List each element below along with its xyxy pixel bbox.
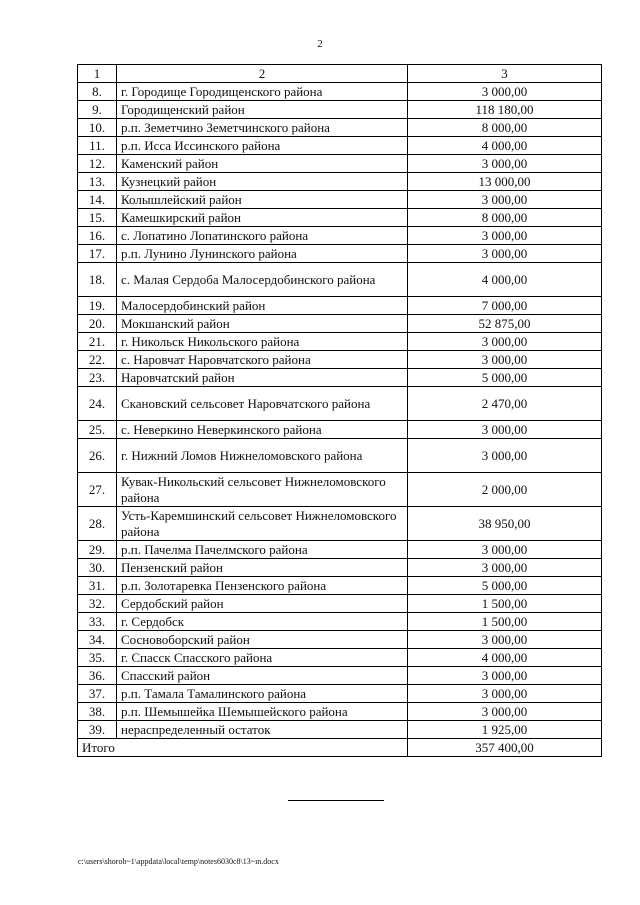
row-number: 15. bbox=[78, 209, 117, 227]
table-row bbox=[78, 137, 602, 155]
table-row bbox=[78, 227, 602, 245]
row-amount: 8 000,00 bbox=[408, 119, 602, 137]
header-cell-1: 1 bbox=[78, 65, 117, 83]
table-row bbox=[78, 703, 602, 721]
row-name: г. Городище Городищенского района bbox=[117, 83, 408, 101]
row-name: Наровчатский район bbox=[117, 369, 408, 387]
table-header-row bbox=[78, 65, 602, 83]
row-amount: 3 000,00 bbox=[408, 685, 602, 703]
row-name: Сердобский район bbox=[117, 595, 408, 613]
table-row bbox=[78, 595, 602, 613]
row-name: г. Никольск Никольского района bbox=[117, 333, 408, 351]
table-row bbox=[78, 155, 602, 173]
row-amount: 3 000,00 bbox=[408, 83, 602, 101]
table-row bbox=[78, 297, 602, 315]
row-amount: 8 000,00 bbox=[408, 209, 602, 227]
table-row bbox=[78, 101, 602, 119]
row-amount: 1 500,00 bbox=[408, 613, 602, 631]
row-name: нераспределенный остаток bbox=[117, 721, 408, 739]
row-number: 25. bbox=[78, 421, 117, 439]
table-body bbox=[78, 65, 602, 757]
row-number: 19. bbox=[78, 297, 117, 315]
row-name: Кузнецкий район bbox=[117, 173, 408, 191]
row-name: р.п. Лунино Лунинского района bbox=[117, 245, 408, 263]
row-number: 35. bbox=[78, 649, 117, 667]
row-name: Малосердобинский район bbox=[117, 297, 408, 315]
row-amount: 3 000,00 bbox=[408, 191, 602, 209]
row-name: Спасский район bbox=[117, 667, 408, 685]
row-name: Усть-Каремшинский сельсовет Нижнеломовского района bbox=[117, 507, 408, 541]
row-name: Скановский сельсовет Наровчатского района bbox=[117, 387, 408, 421]
row-name: г. Сердобск bbox=[117, 613, 408, 631]
row-amount: 38 950,00 bbox=[408, 507, 602, 541]
signature-rule bbox=[288, 800, 384, 801]
table-row bbox=[78, 83, 602, 101]
row-amount: 3 000,00 bbox=[408, 559, 602, 577]
row-amount: 4 000,00 bbox=[408, 263, 602, 297]
row-number: 39. bbox=[78, 721, 117, 739]
header-cell-2: 2 bbox=[117, 65, 408, 83]
row-name: Кувак-Никольский сельсовет Нижнеломовского района bbox=[117, 473, 408, 507]
table-row bbox=[78, 351, 602, 369]
table-row bbox=[78, 263, 602, 297]
row-name: Городищенский район bbox=[117, 101, 408, 119]
table-row bbox=[78, 507, 602, 541]
row-amount: 3 000,00 bbox=[408, 667, 602, 685]
row-name: Сосновоборский район bbox=[117, 631, 408, 649]
total-row bbox=[78, 739, 602, 757]
row-number: 10. bbox=[78, 119, 117, 137]
row-number: 30. bbox=[78, 559, 117, 577]
table-row bbox=[78, 421, 602, 439]
row-number: 9. bbox=[78, 101, 117, 119]
row-name: Мокшанский район bbox=[117, 315, 408, 333]
row-amount: 4 000,00 bbox=[408, 649, 602, 667]
row-amount: 3 000,00 bbox=[408, 227, 602, 245]
total-label: Итого bbox=[78, 739, 408, 757]
row-amount: 3 000,00 bbox=[408, 703, 602, 721]
total-amount: 357 400,00 bbox=[408, 739, 602, 757]
row-amount: 2 000,00 bbox=[408, 473, 602, 507]
row-name: Камешкирский район bbox=[117, 209, 408, 227]
row-name: Каменский район bbox=[117, 155, 408, 173]
table-row bbox=[78, 577, 602, 595]
row-number: 38. bbox=[78, 703, 117, 721]
row-amount: 13 000,00 bbox=[408, 173, 602, 191]
table-row bbox=[78, 209, 602, 227]
row-number: 11. bbox=[78, 137, 117, 155]
document-file-path: c:\users\shorob~1\appdata\local\temp\notes6030c8\13~ın.docx bbox=[78, 857, 279, 866]
row-amount: 1 500,00 bbox=[408, 595, 602, 613]
table-row bbox=[78, 559, 602, 577]
row-amount: 4 000,00 bbox=[408, 137, 602, 155]
row-number: 17. bbox=[78, 245, 117, 263]
row-amount: 5 000,00 bbox=[408, 369, 602, 387]
row-number: 12. bbox=[78, 155, 117, 173]
row-amount: 3 000,00 bbox=[408, 439, 602, 473]
row-name: с. Малая Сердоба Малосердобинского района bbox=[117, 263, 408, 297]
row-number: 32. bbox=[78, 595, 117, 613]
row-number: 13. bbox=[78, 173, 117, 191]
row-number: 29. bbox=[78, 541, 117, 559]
table-row bbox=[78, 649, 602, 667]
table-row bbox=[78, 721, 602, 739]
row-name: р.п. Пачелма Пачелмского района bbox=[117, 541, 408, 559]
row-number: 18. bbox=[78, 263, 117, 297]
row-amount: 5 000,00 bbox=[408, 577, 602, 595]
row-name: р.п. Исса Иссинского района bbox=[117, 137, 408, 155]
row-number: 28. bbox=[78, 507, 117, 541]
table-row bbox=[78, 119, 602, 137]
table-row bbox=[78, 333, 602, 351]
table-row bbox=[78, 387, 602, 421]
row-amount: 118 180,00 bbox=[408, 101, 602, 119]
row-number: 31. bbox=[78, 577, 117, 595]
row-number: 22. bbox=[78, 351, 117, 369]
row-number: 20. bbox=[78, 315, 117, 333]
table-row bbox=[78, 315, 602, 333]
table-row bbox=[78, 631, 602, 649]
row-number: 21. bbox=[78, 333, 117, 351]
row-amount: 3 000,00 bbox=[408, 631, 602, 649]
row-amount: 3 000,00 bbox=[408, 245, 602, 263]
row-amount: 2 470,00 bbox=[408, 387, 602, 421]
row-name: р.п. Шемышейка Шемышейского района bbox=[117, 703, 408, 721]
page-number: 2 bbox=[317, 38, 323, 50]
row-amount: 3 000,00 bbox=[408, 351, 602, 369]
table-row bbox=[78, 541, 602, 559]
table-row bbox=[78, 473, 602, 507]
allocation-table bbox=[77, 64, 602, 757]
row-number: 36. bbox=[78, 667, 117, 685]
table-row bbox=[78, 613, 602, 631]
row-number: 26. bbox=[78, 439, 117, 473]
row-amount: 1 925,00 bbox=[408, 721, 602, 739]
row-number: 23. bbox=[78, 369, 117, 387]
table-row bbox=[78, 191, 602, 209]
row-number: 14. bbox=[78, 191, 117, 209]
table-row bbox=[78, 439, 602, 473]
table-row bbox=[78, 667, 602, 685]
header-cell-3: 3 bbox=[408, 65, 602, 83]
row-number: 8. bbox=[78, 83, 117, 101]
table-row bbox=[78, 173, 602, 191]
row-name: Колышлейский район bbox=[117, 191, 408, 209]
row-name: р.п. Тамала Тамалинского района bbox=[117, 685, 408, 703]
row-name: г. Нижний Ломов Нижнеломовского района bbox=[117, 439, 408, 473]
row-name: с. Наровчат Наровчатского района bbox=[117, 351, 408, 369]
table-row bbox=[78, 369, 602, 387]
row-number: 34. bbox=[78, 631, 117, 649]
row-amount: 3 000,00 bbox=[408, 541, 602, 559]
row-number: 37. bbox=[78, 685, 117, 703]
row-name: с. Неверкино Неверкинского района bbox=[117, 421, 408, 439]
row-name: р.п. Земетчино Земетчинского района bbox=[117, 119, 408, 137]
row-name: г. Спасск Спасского района bbox=[117, 649, 408, 667]
row-name: с. Лопатино Лопатинского района bbox=[117, 227, 408, 245]
table-row bbox=[78, 245, 602, 263]
row-amount: 3 000,00 bbox=[408, 155, 602, 173]
row-name: Пензенский район bbox=[117, 559, 408, 577]
row-amount: 3 000,00 bbox=[408, 333, 602, 351]
row-amount: 3 000,00 bbox=[408, 421, 602, 439]
table-row bbox=[78, 685, 602, 703]
row-number: 33. bbox=[78, 613, 117, 631]
row-amount: 7 000,00 bbox=[408, 297, 602, 315]
row-amount: 52 875,00 bbox=[408, 315, 602, 333]
row-number: 27. bbox=[78, 473, 117, 507]
row-number: 24. bbox=[78, 387, 117, 421]
row-number: 16. bbox=[78, 227, 117, 245]
row-name: р.п. Золотаревка Пензенского района bbox=[117, 577, 408, 595]
